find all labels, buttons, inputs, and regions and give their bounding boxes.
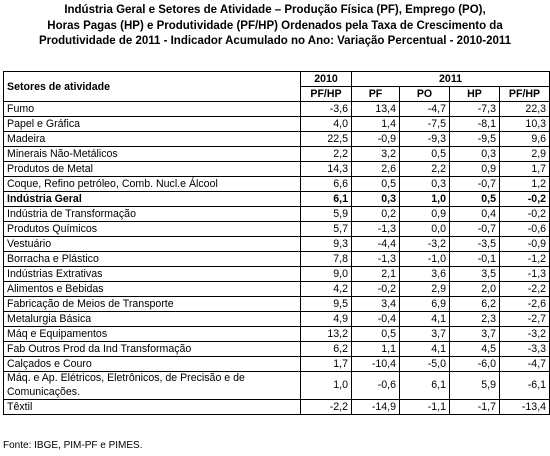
table-row	[4, 400, 550, 415]
column-header: PF	[352, 87, 400, 102]
title-line: Indústria Geral e Setores de Atividade – Produção Física (PF), Emprego (PO),	[64, 4, 486, 16]
value-cell: -0,2	[500, 192, 550, 207]
value-cell: 14,3	[301, 162, 352, 177]
value-cell: -0,7	[450, 222, 500, 237]
sector-name-cell: Indústria Geral	[4, 192, 301, 207]
value-cell: 3,2	[352, 147, 400, 162]
sector-name-cell: Máq. e Ap. Elétricos, Eletrônicos, de Precisão e de Comunicações.	[4, 372, 301, 400]
value-cell: 6,1	[400, 372, 450, 400]
value-cell: 4,0	[301, 117, 352, 132]
value-cell: 6,1	[301, 192, 352, 207]
value-cell: -0,1	[450, 252, 500, 267]
value-cell: 3,4	[352, 297, 400, 312]
value-cell: 4,1	[400, 342, 450, 357]
table-row	[4, 342, 550, 357]
value-cell: 6,2	[301, 342, 352, 357]
value-cell: -8,1	[450, 117, 500, 132]
value-cell: -3,2	[500, 327, 550, 342]
table-row	[4, 297, 550, 312]
value-cell: -3,3	[500, 342, 550, 357]
value-cell: -1,3	[352, 222, 400, 237]
productivity-table	[3, 71, 550, 415]
value-cell: 2,9	[400, 282, 450, 297]
sector-name-cell: Alimentos e Bebidas	[4, 282, 301, 297]
sector-name-cell: Indústrias Extrativas	[4, 267, 301, 282]
value-cell: 7,8	[301, 252, 352, 267]
value-cell: 1,2	[500, 177, 550, 192]
value-cell: 2,0	[450, 282, 500, 297]
sector-name-cell: Borracha e Plástico	[4, 252, 301, 267]
value-cell: 13,2	[301, 327, 352, 342]
sector-name-cell: Vestuário	[4, 237, 301, 252]
value-cell: 5,9	[301, 207, 352, 222]
value-cell: 0,9	[400, 207, 450, 222]
value-cell: 4,9	[301, 312, 352, 327]
sector-name-cell: Indústria de Transformação	[4, 207, 301, 222]
sector-column-header: Setores de atividade	[4, 72, 301, 102]
value-cell: 0,5	[400, 147, 450, 162]
value-cell: -9,5	[450, 132, 500, 147]
value-cell: -0,9	[500, 237, 550, 252]
sector-name-cell: Fumo	[4, 102, 301, 117]
table-row	[4, 252, 550, 267]
value-cell: 4,1	[400, 312, 450, 327]
value-cell: -0,9	[352, 132, 400, 147]
value-cell: -13,4	[500, 400, 550, 415]
sector-name-cell: Máq e Equipamentos	[4, 327, 301, 342]
value-cell: -1,1	[400, 400, 450, 415]
value-cell: 5,9	[450, 372, 500, 400]
value-cell: 2,1	[352, 267, 400, 282]
value-cell: 10,3	[500, 117, 550, 132]
value-cell: -4,4	[352, 237, 400, 252]
value-cell: -7,3	[450, 102, 500, 117]
table-row	[4, 237, 550, 252]
value-cell: -1,2	[500, 252, 550, 267]
value-cell: 0,4	[450, 207, 500, 222]
value-cell: -4,7	[500, 357, 550, 372]
value-cell: 4,5	[450, 342, 500, 357]
value-cell: 9,3	[301, 237, 352, 252]
header-row-years	[4, 72, 550, 87]
value-cell: -1,3	[500, 267, 550, 282]
sector-name-cell: Produtos Químicos	[4, 222, 301, 237]
sector-name-cell: Fab Outros Prod da Ind Transformação	[4, 342, 301, 357]
value-cell: 2,2	[301, 147, 352, 162]
value-cell: 0,5	[352, 327, 400, 342]
table-row	[4, 282, 550, 297]
source-note: Fonte: IBGE, PIM-PF e PIMES.	[3, 440, 143, 451]
sector-name-cell: Minerais Não-Metálicos	[4, 147, 301, 162]
value-cell: 0,5	[352, 177, 400, 192]
value-cell: 1,4	[352, 117, 400, 132]
value-cell: -3,6	[301, 102, 352, 117]
value-cell: -14,9	[352, 400, 400, 415]
value-cell: -1,7	[450, 400, 500, 415]
value-cell: 3,5	[450, 267, 500, 282]
year-2011-header: 2011	[352, 72, 550, 87]
value-cell: 0,3	[352, 192, 400, 207]
value-cell: 3,7	[400, 327, 450, 342]
table-row	[4, 267, 550, 282]
value-cell: 0,5	[450, 192, 500, 207]
value-cell: -0,6	[352, 372, 400, 400]
table-row	[4, 207, 550, 222]
value-cell: 5,7	[301, 222, 352, 237]
column-header: PO	[400, 87, 450, 102]
value-cell: 2,2	[400, 162, 450, 177]
value-cell: -0,7	[450, 177, 500, 192]
value-cell: -5,0	[400, 357, 450, 372]
sector-name-cell: Produtos de Metal	[4, 162, 301, 177]
value-cell: -4,7	[400, 102, 450, 117]
value-cell: 4,2	[301, 282, 352, 297]
value-cell: 22,5	[301, 132, 352, 147]
value-cell: -2,2	[500, 282, 550, 297]
table-row	[4, 372, 550, 400]
value-cell: -1,0	[400, 252, 450, 267]
value-cell: 3,6	[400, 267, 450, 282]
value-cell: 1,7	[301, 357, 352, 372]
value-cell: 2,3	[450, 312, 500, 327]
value-cell: -1,3	[352, 252, 400, 267]
table-row	[4, 327, 550, 342]
table-row	[4, 147, 550, 162]
value-cell: 1,7	[500, 162, 550, 177]
value-cell: 22,3	[500, 102, 550, 117]
value-cell: 1,1	[352, 342, 400, 357]
value-cell: -0,4	[352, 312, 400, 327]
value-cell: 3,7	[450, 327, 500, 342]
sector-name-cell: Fabricação de Meios de Transporte	[4, 297, 301, 312]
title-line: Horas Pagas (HP) e Produtividade (PF/HP) Ordenados pela Taxa de Crescimento da	[47, 19, 503, 32]
value-cell: 6,2	[450, 297, 500, 312]
table-row	[4, 117, 550, 132]
value-cell: -9,3	[400, 132, 450, 147]
value-cell: -3,2	[400, 237, 450, 252]
sector-name-cell: Coque, Refino petróleo, Comb. Nucl.e Álcool	[4, 177, 301, 192]
table-row	[4, 357, 550, 372]
value-cell: 9,6	[500, 132, 550, 147]
value-cell: -6,1	[500, 372, 550, 400]
table-title	[0, 3, 550, 50]
value-cell: 9,5	[301, 297, 352, 312]
table-row	[4, 162, 550, 177]
value-cell: 0,3	[450, 147, 500, 162]
value-cell: 1,0	[400, 192, 450, 207]
table-row	[4, 192, 550, 207]
value-cell: 0,3	[400, 177, 450, 192]
value-cell: 0,2	[352, 207, 400, 222]
table-row	[4, 222, 550, 237]
value-cell: 6,9	[400, 297, 450, 312]
value-cell: -2,6	[500, 297, 550, 312]
value-cell: -2,2	[301, 400, 352, 415]
value-cell: 0,0	[400, 222, 450, 237]
sector-name-cell: Metalurgia Básica	[4, 312, 301, 327]
value-cell: 6,6	[301, 177, 352, 192]
column-header: PF/HP	[301, 87, 352, 102]
column-header: PF/HP	[500, 87, 550, 102]
column-header: HP	[450, 87, 500, 102]
year-2010-header: 2010	[301, 72, 352, 87]
title-line: Produtividade de 2011 - Indicador Acumulado no Ano: Variação Percentual - 2010-2011	[38, 35, 512, 47]
table-row	[4, 132, 550, 147]
value-cell: -10,4	[352, 357, 400, 372]
value-cell: 2,9	[500, 147, 550, 162]
sector-name-cell: Calçados e Couro	[4, 357, 301, 372]
value-cell: 0,9	[450, 162, 500, 177]
value-cell: -0,2	[500, 207, 550, 222]
value-cell: -0,6	[500, 222, 550, 237]
value-cell: 1,0	[301, 372, 352, 400]
value-cell: 9,0	[301, 267, 352, 282]
value-cell: -2,7	[500, 312, 550, 327]
table-row	[4, 102, 550, 117]
sector-name-cell: Madeira	[4, 132, 301, 147]
value-cell: -0,2	[352, 282, 400, 297]
table-row	[4, 177, 550, 192]
value-cell: 13,4	[352, 102, 400, 117]
value-cell: -7,5	[400, 117, 450, 132]
value-cell: 2,6	[352, 162, 400, 177]
sector-name-cell: Têxtil	[4, 400, 301, 415]
sector-name-cell: Papel e Gráfica	[4, 117, 301, 132]
value-cell: -6,0	[450, 357, 500, 372]
value-cell: -3,5	[450, 237, 500, 252]
table-row	[4, 312, 550, 327]
